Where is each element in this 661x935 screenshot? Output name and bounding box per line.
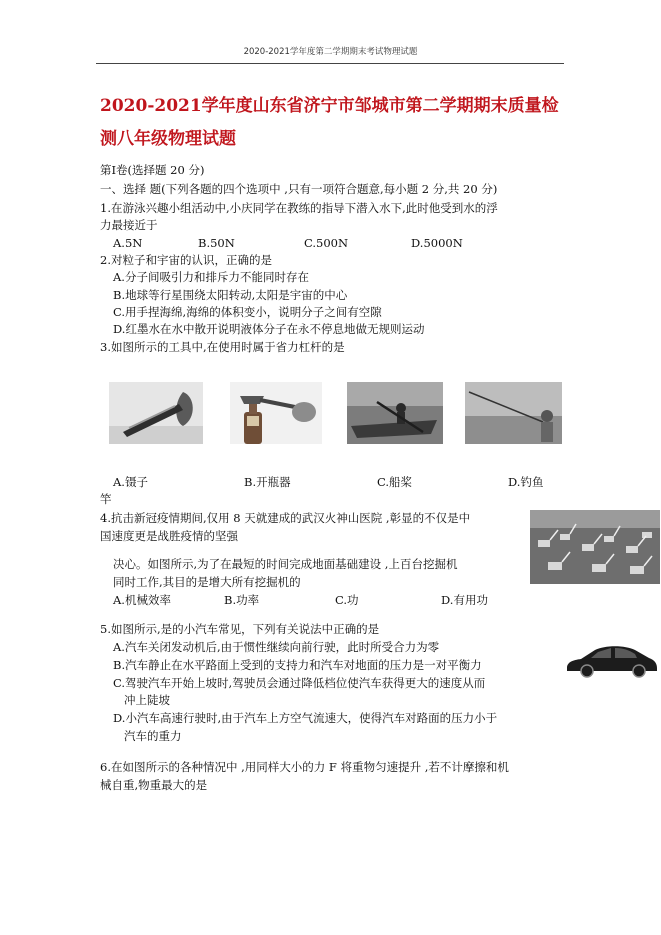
q4-stem-line4: 同时工作,其目的是增大所有挖掘机的 bbox=[113, 575, 301, 589]
q4-stem-line2: 国速度更是战胜疫情的坚强 bbox=[100, 529, 238, 543]
q5-option-d-continuation: 汽车的重力 bbox=[124, 729, 182, 743]
q2-option-c: C.用手捏海绵,海绵的体积变小，说明分子之间有空隙 bbox=[113, 305, 382, 319]
q2-option-b: B.地球等行星围绕太阳转动,太阳是宇宙的中心 bbox=[113, 288, 348, 302]
q2-stem: 2.对粒子和宇宙的认识，正确的是 bbox=[100, 253, 272, 267]
q3-option-d-continuation: 竿 bbox=[100, 492, 112, 506]
q2-option-d: D.红墨水在水中散开说明液体分子在永不停息地做无规则运动 bbox=[113, 322, 425, 336]
q2-option-a: A.分子间吸引力和排斥力不能同时存在 bbox=[113, 270, 309, 284]
boat-paddle-photo bbox=[347, 382, 443, 444]
q1-option-a: A.5N bbox=[113, 236, 143, 250]
q3-option-b: B.开瓶器 bbox=[244, 475, 291, 489]
q1-option-b: B.50N bbox=[198, 236, 235, 250]
q1-option-c: C.500N bbox=[304, 236, 349, 250]
q6-stem-line2: 械自重,物重最大的是 bbox=[100, 778, 208, 792]
q6-stem-line1: 6.在如图所示的各种情况中 ,用同样大小的力 F 将重物匀速提升 ,若不计摩擦和机 bbox=[100, 760, 509, 774]
header-rule bbox=[96, 63, 564, 64]
q5-option-b: B.汽车静止在水平路面上受到的支持力和汽车对地面的压力是一对平衡力 bbox=[113, 658, 482, 672]
tweezers-photo bbox=[109, 382, 203, 444]
q4-option-d: D.有用功 bbox=[441, 593, 488, 607]
part1-instructions: 一、选择 题(下列各题的四个选项中 ,只有一项符合题意,每小题 2 分,共 20 分) bbox=[100, 182, 498, 196]
q4-option-c: C.功 bbox=[335, 593, 359, 607]
car-silhouette bbox=[565, 642, 659, 678]
document-title: 2020-2021学年度山东省济宁市邹城市第二学期期末质量检测八年级物理试题 bbox=[100, 96, 559, 149]
q1-option-d: D.5000N bbox=[411, 236, 463, 250]
q3-option-a: A.镊子 bbox=[113, 475, 148, 489]
q3-option-c: C.船桨 bbox=[377, 475, 413, 489]
q3-option-d: D.钓鱼 bbox=[508, 475, 544, 489]
excavators-photo bbox=[530, 510, 660, 584]
q5-option-c: C.驾驶汽车开始上坡时,驾驶员会通过降低档位使汽车获得更大的速度从而 bbox=[113, 676, 486, 690]
q4-option-b: B.功率 bbox=[224, 593, 260, 607]
bottle-opener-photo bbox=[230, 382, 322, 444]
q1-stem-line1: 1.在游泳兴趣小组活动中,小庆同学在教练的指导下潜入水下,此时他受到水的浮 bbox=[100, 201, 498, 215]
q4-stem-line1: 4.抗击新冠疫情期间,仅用 8 天就建成的武汉火神山医院 ,彰显的不仅是中 bbox=[100, 511, 471, 525]
running-header: 2020-2021学年度第二学期期末考试物理试题 bbox=[243, 47, 418, 57]
q5-option-a: A.汽车关闭发动机后,由于惯性继续向前行驶，此时所受合力为零 bbox=[113, 640, 440, 654]
q5-option-d: D.小汽车高速行驶时,由于汽车上方空气流速大，使得汽车对路面的压力小于 bbox=[113, 711, 498, 725]
q1-stem-line2: 力最接近于 bbox=[100, 218, 158, 232]
q5-option-c-continuation: 冲上陡坡 bbox=[124, 693, 170, 707]
q3-stem: 3.如图所示的工具中,在使用时属于省力杠杆的是 bbox=[100, 340, 345, 354]
q4-stem-line3: 决心。如图所示,为了在最短的时间完成地面基础建设 ,上百台挖掘机 bbox=[113, 557, 458, 571]
q4-option-a: A.机械效率 bbox=[113, 593, 171, 607]
q5-stem: 5.如图所示,是的小汽车常见，下列有关说法中正确的是 bbox=[100, 622, 380, 636]
part1-heading: 第Ⅰ卷(选择题 20 分) bbox=[100, 163, 205, 177]
fishing-rod-photo bbox=[465, 382, 562, 444]
